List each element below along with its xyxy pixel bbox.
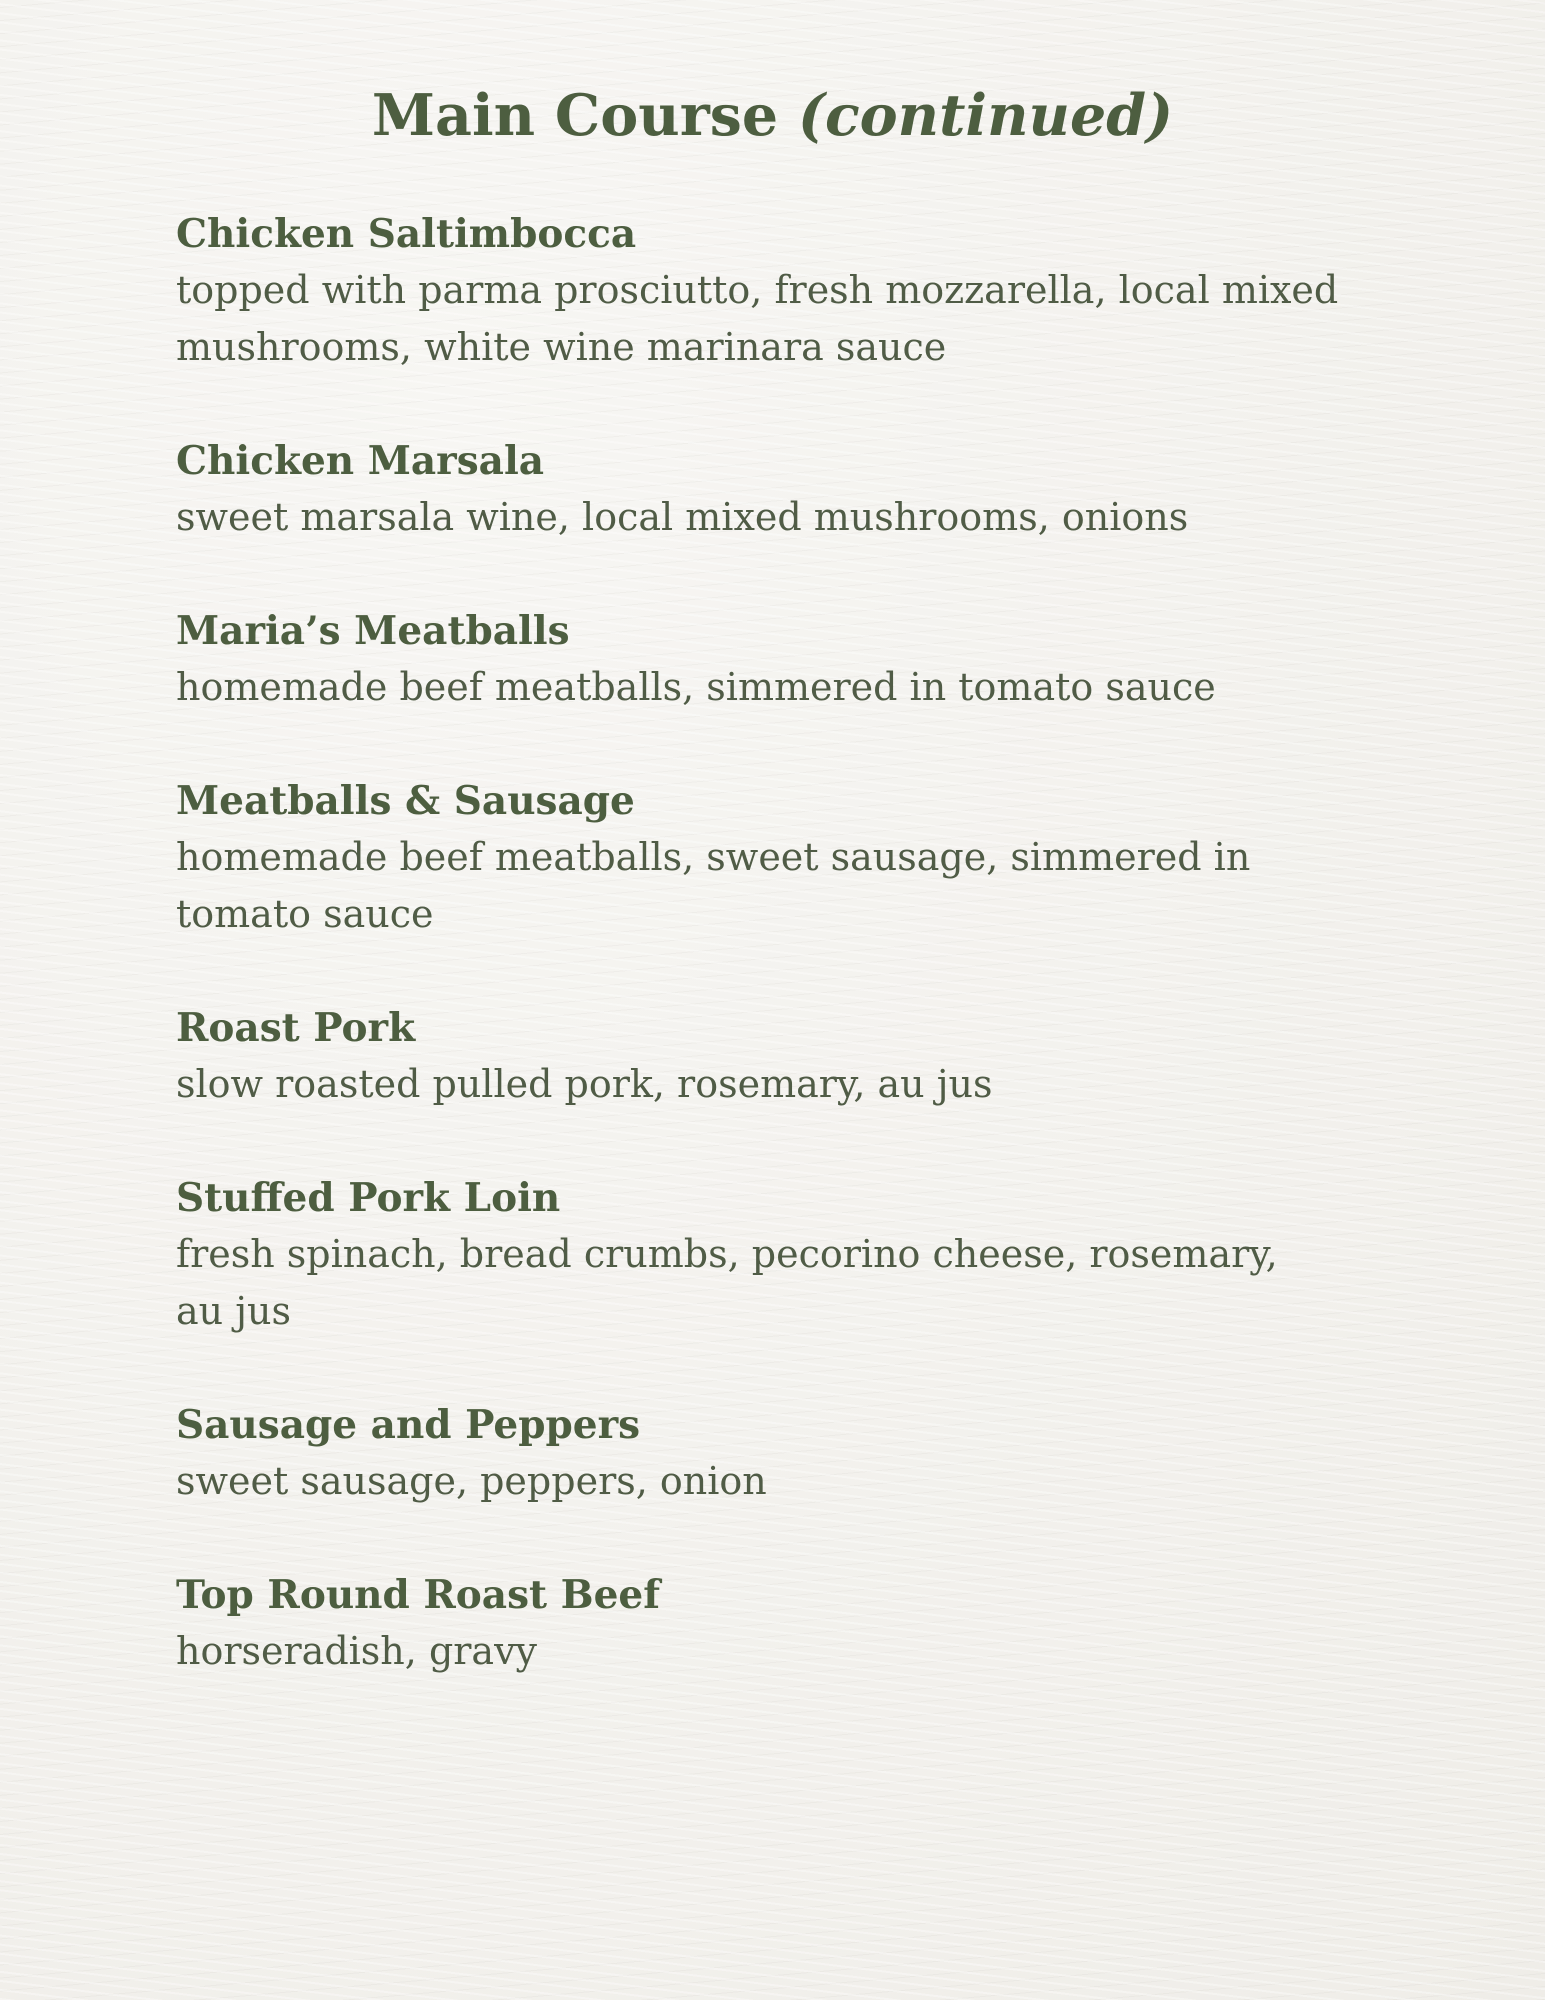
dish-description: sweet sausage, peppers, onion xyxy=(176,1459,767,1503)
dish-description: topped with parma prosciutto, fresh mozzarella, local mixed mushrooms, white wine marinara sauce xyxy=(176,268,1339,369)
dish-name: Top Round Roast Beef xyxy=(176,1572,660,1618)
dish-name: Roast Pork xyxy=(176,1005,416,1051)
menu-item-stuffed-pork-loin xyxy=(176,1170,1406,1340)
dish-name: Chicken Marsala xyxy=(176,438,545,484)
menu-item-sausage-and-peppers xyxy=(176,1397,1406,1510)
menu-item-chicken-marsala xyxy=(176,433,1406,546)
dish-description: sweet marsala wine, local mixed mushrooms, onions xyxy=(176,495,1189,539)
dish-description: homemade beef meatballs, sweet sausage, simmered in tomato sauce xyxy=(176,835,1251,936)
dish-name: Stuffed Pork Loin xyxy=(176,1175,561,1221)
menu-item-top-round-roast-beef xyxy=(176,1567,1406,1680)
menu-item-roast-pork xyxy=(176,1000,1406,1113)
page-title-suffix: (continued) xyxy=(797,82,1174,149)
dish-name: Maria’s Meatballs xyxy=(176,608,570,654)
dish-description: homemade beef meatballs, simmered in tomato sauce xyxy=(176,665,1216,709)
dish-name: Chicken Saltimbocca xyxy=(176,211,637,257)
dish-description: slow roasted pulled pork, rosemary, au jus xyxy=(176,1062,993,1106)
dish-description: horseradish, gravy xyxy=(176,1629,538,1673)
dish-description: fresh spinach, bread crumbs, pecorino cheese, rosemary, au jus xyxy=(176,1232,1278,1333)
menu-item-meatballs-sausage xyxy=(176,773,1406,943)
dish-name: Meatballs & Sausage xyxy=(176,778,635,824)
dish-name: Sausage and Peppers xyxy=(176,1402,641,1448)
page-title xyxy=(0,78,1545,154)
menu-item-chicken-saltimbocca xyxy=(176,206,1406,376)
page-title-main: Main Course xyxy=(371,82,779,149)
menu-list xyxy=(176,206,1406,1737)
menu-item-marias-meatballs xyxy=(176,603,1406,716)
